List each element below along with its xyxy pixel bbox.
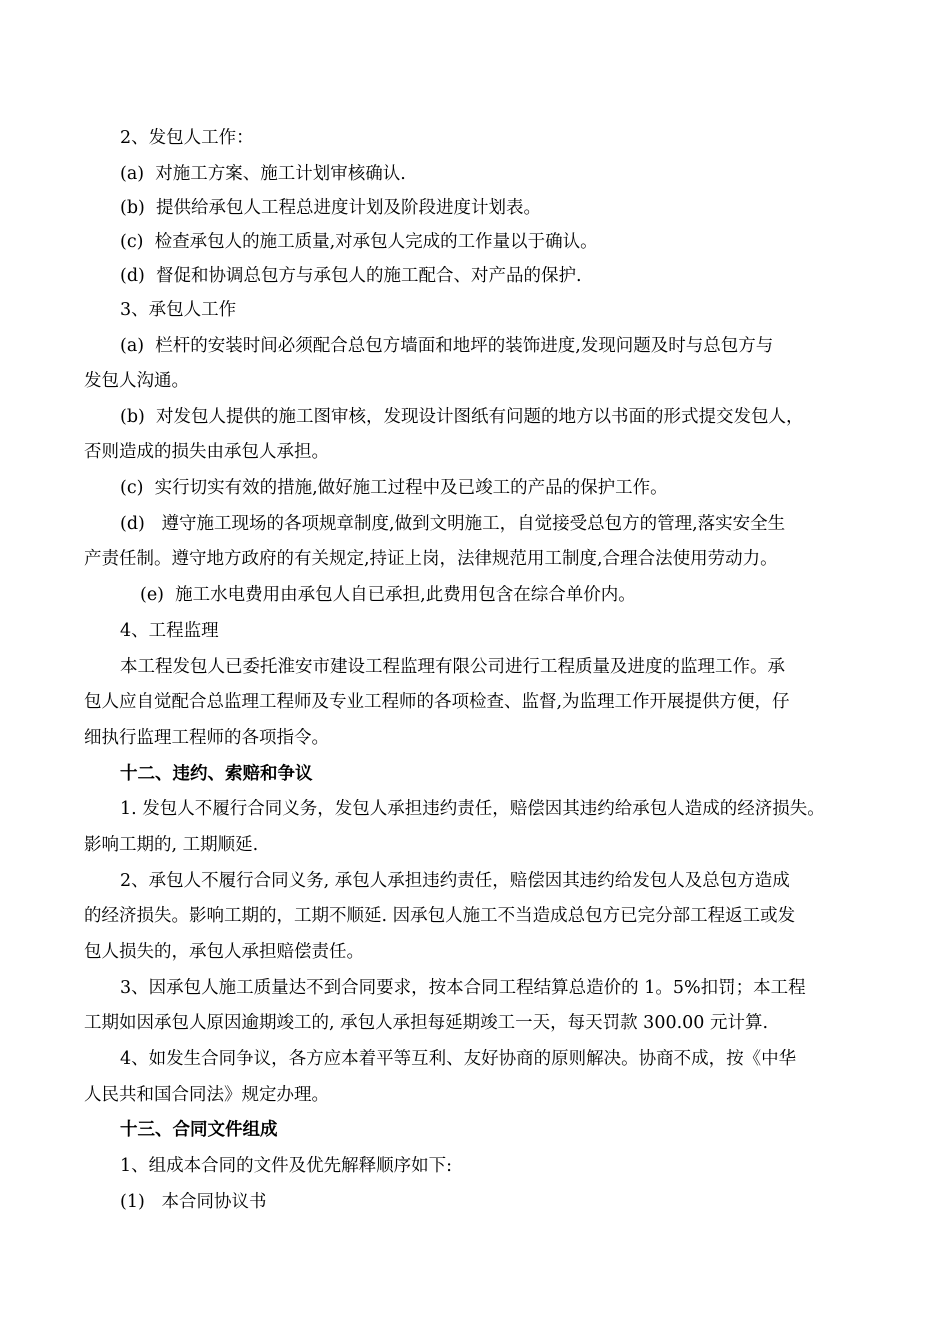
paragraph-line: 3、因承包人施工质量达不到合同要求，按本合同工程结算总造价的 1。5%扣罚；本工程 [120,978,806,998]
paragraph-line: 发包人沟通。 [84,371,189,391]
paragraph-line: 1、组成本合同的文件及优先解释顺序如下: [120,1156,453,1176]
paragraph-line: 本工程发包人已委托淮安市建设工程监理有限公司进行工程质量及进度的监理工作。承 [120,657,785,677]
chapter-heading-contract-documents: 十三、合同文件组成 [120,1120,278,1140]
section-heading-supervision: 4、工程监理 [120,621,219,641]
paragraph-line: 否则造成的损失由承包人承担。 [84,442,329,462]
paragraph-line: (c) 检查承包人的施工质量,对承包人完成的工作量以于确认。 [120,232,598,252]
paragraph-line: (1) 本合同协议书 [120,1192,267,1212]
paragraph-line: (d) 遵守施工现场的各项规章制度,做到文明施工，自觉接受总包方的管理,落实安全生 [120,514,786,534]
paragraph-line: 1. 发包人不履行合同义务，发包人承担违约责任，赔偿因其违约给承包人造成的经济损失。 [120,799,825,819]
paragraph-line: 工期如因承包人原因逾期竣工的, 承包人承担每延期竣工一天，每天罚款 300.00 元计算. [84,1013,769,1033]
paragraph-line: 细执行监理工程师的各项指令。 [84,728,329,748]
paragraph-line: 产责任制。遵守地方政府的有关规定,持证上岗，法律规范用工制度,合理合法使用劳动力。 [84,549,778,569]
paragraph-line: (d) 督促和协调总包方与承包人的施工配合、对产品的保护. [120,266,582,286]
paragraph-line: 包人损失的，承包人承担赔偿责任。 [84,942,364,962]
paragraph-line: 影响工期的, 工期顺延. [84,835,259,855]
paragraph-line: (a) 栏杆的安装时间必须配合总包方墙面和地坪的装饰进度,发现问题及时与总包方与 [120,336,774,356]
paragraph-line: (c) 实行切实有效的措施,做好施工过程中及已竣工的产品的保护工作。 [120,478,668,498]
paragraph-line: 的经济损失。影响工期的，工期不顺延. 因承包人施工不当造成总包方已完分部工程返工或发 [84,906,796,926]
paragraph-line: 4、如发生合同争议，各方应本着平等互利、友好协商的原则解决。协商不成，按《中华 [120,1049,797,1069]
section-heading-contractor-work: 3、承包人工作 [120,300,237,320]
paragraph-line: (a) 对施工方案、施工计划审核确认. [120,164,406,184]
chapter-heading-breach: 十二、违约、索赔和争议 [120,764,313,784]
paragraph-line: 2、承包人不履行合同义务, 承包人承担违约责任，赔偿因其违约给发包人及总包方造成 [120,871,790,891]
paragraph-line: (b) 对发包人提供的施工图审核，发现设计图纸有问题的地方以书面的形式提交发包人， [120,407,804,427]
paragraph-line: (e) 施工水电费用由承包人自已承担,此费用包含在综合单价内。 [140,585,636,605]
paragraph-line: 包人应自觉配合总监理工程师及专业工程师的各项检查、监督,为监理工作开展提供方便，仔 [84,692,790,712]
paragraph-line: (b) 提供给承包人工程总进度计划及阶段进度计划表。 [120,198,541,218]
paragraph-line: 人民共和国合同法》规定办理。 [84,1085,329,1105]
section-heading-employer-work: 2、发包人工作： [120,128,254,148]
